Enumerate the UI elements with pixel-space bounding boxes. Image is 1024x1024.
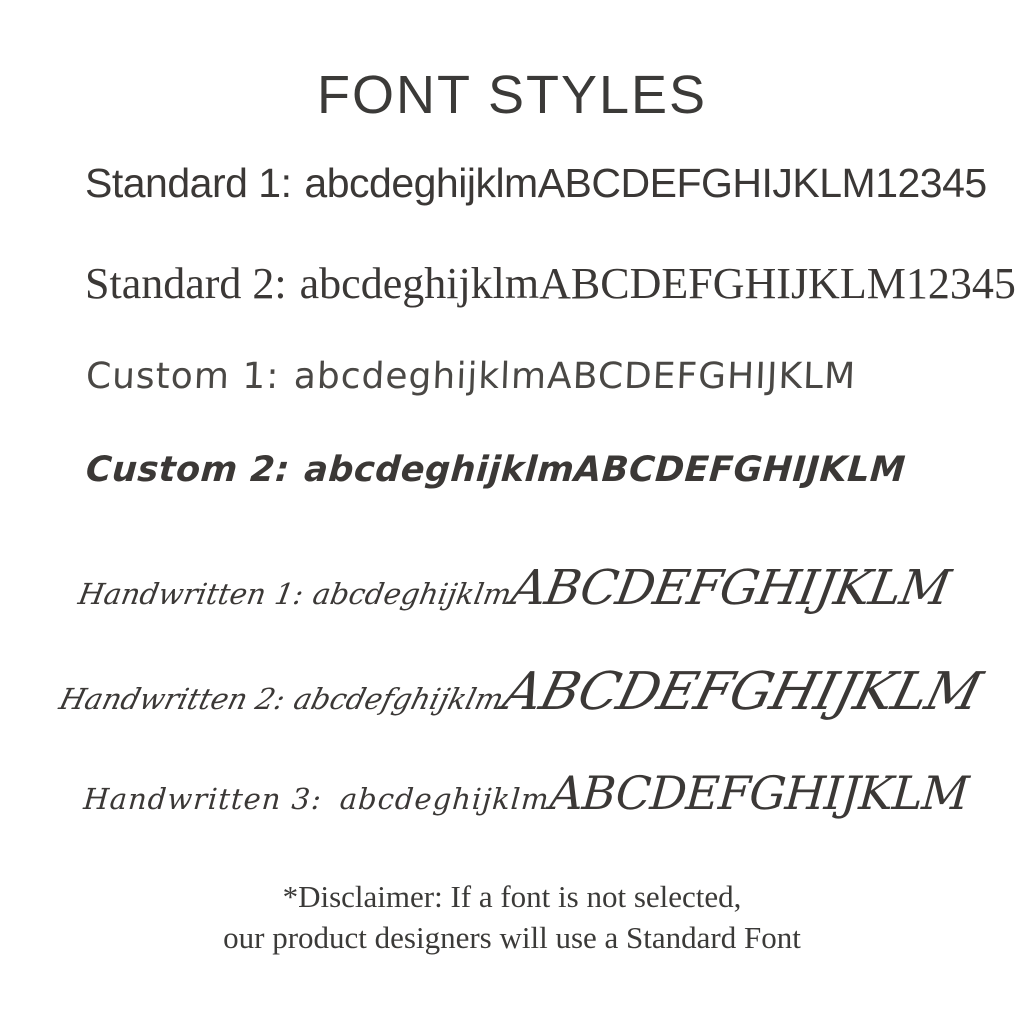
font-row-uppercase: ABCDEFGHIJKLM	[497, 662, 987, 722]
font-row-digits: 12345	[875, 160, 987, 206]
font-row-lowercase: abcdeghijklm	[299, 259, 540, 308]
disclaimer-line-1: *Disclaimer: If a font is not selected,	[282, 879, 742, 914]
font-row-label: Handwritten 2:	[56, 682, 289, 716]
font-row-uppercase: ABCDEFGHIJKLM	[537, 160, 876, 206]
font-row-label: Standard 1:	[85, 160, 292, 206]
font-row-uppercase: ABCDEFGHIJKLM	[548, 766, 970, 820]
font-sample-row-handwritten-2	[55, 662, 987, 722]
font-row-lowercase: abcdeghijklm	[303, 450, 576, 490]
font-row-digits: 12345	[905, 259, 1016, 308]
font-row-uppercase: ABCDEFGHIJKLM	[539, 259, 906, 308]
font-sample-row-handwritten-1	[75, 560, 954, 616]
font-row-lowercase: abcdeghijklm	[304, 160, 538, 206]
font-row-lowercase: abcdeghijklm	[293, 356, 548, 397]
font-sample-row-custom-1	[85, 356, 857, 397]
disclaimer	[0, 876, 1024, 958]
font-sample-row-standard-1	[85, 160, 987, 207]
page-title: FONT STYLES	[316, 65, 708, 125]
font-sample-row-handwritten-3	[82, 766, 970, 820]
font-row-lowercase: abcdeghijklm	[310, 577, 515, 611]
font-sample-row-standard-2	[85, 258, 1016, 309]
font-row-lowercase: abcdeghijklm	[338, 782, 551, 816]
font-row-lowercase: abcdefghijklm	[290, 682, 508, 716]
font-row-label: Custom 2:	[84, 450, 292, 490]
disclaimer-line-2: our product designers will use a Standard Font	[223, 920, 801, 955]
font-row-label: Handwritten 1:	[75, 577, 307, 611]
font-row-uppercase: ABCDEFGHIJKLM	[546, 356, 857, 397]
font-row-label: Standard 2:	[85, 259, 287, 308]
font-sample-row-custom-2	[85, 450, 907, 490]
font-row-label: Custom 1:	[85, 356, 281, 397]
font-row-label: Handwritten 3:	[82, 782, 324, 816]
font-row-uppercase: ABCDEFGHIJKLM	[507, 560, 954, 616]
font-row-uppercase: ABCDEFGHIJKLM	[572, 450, 907, 490]
